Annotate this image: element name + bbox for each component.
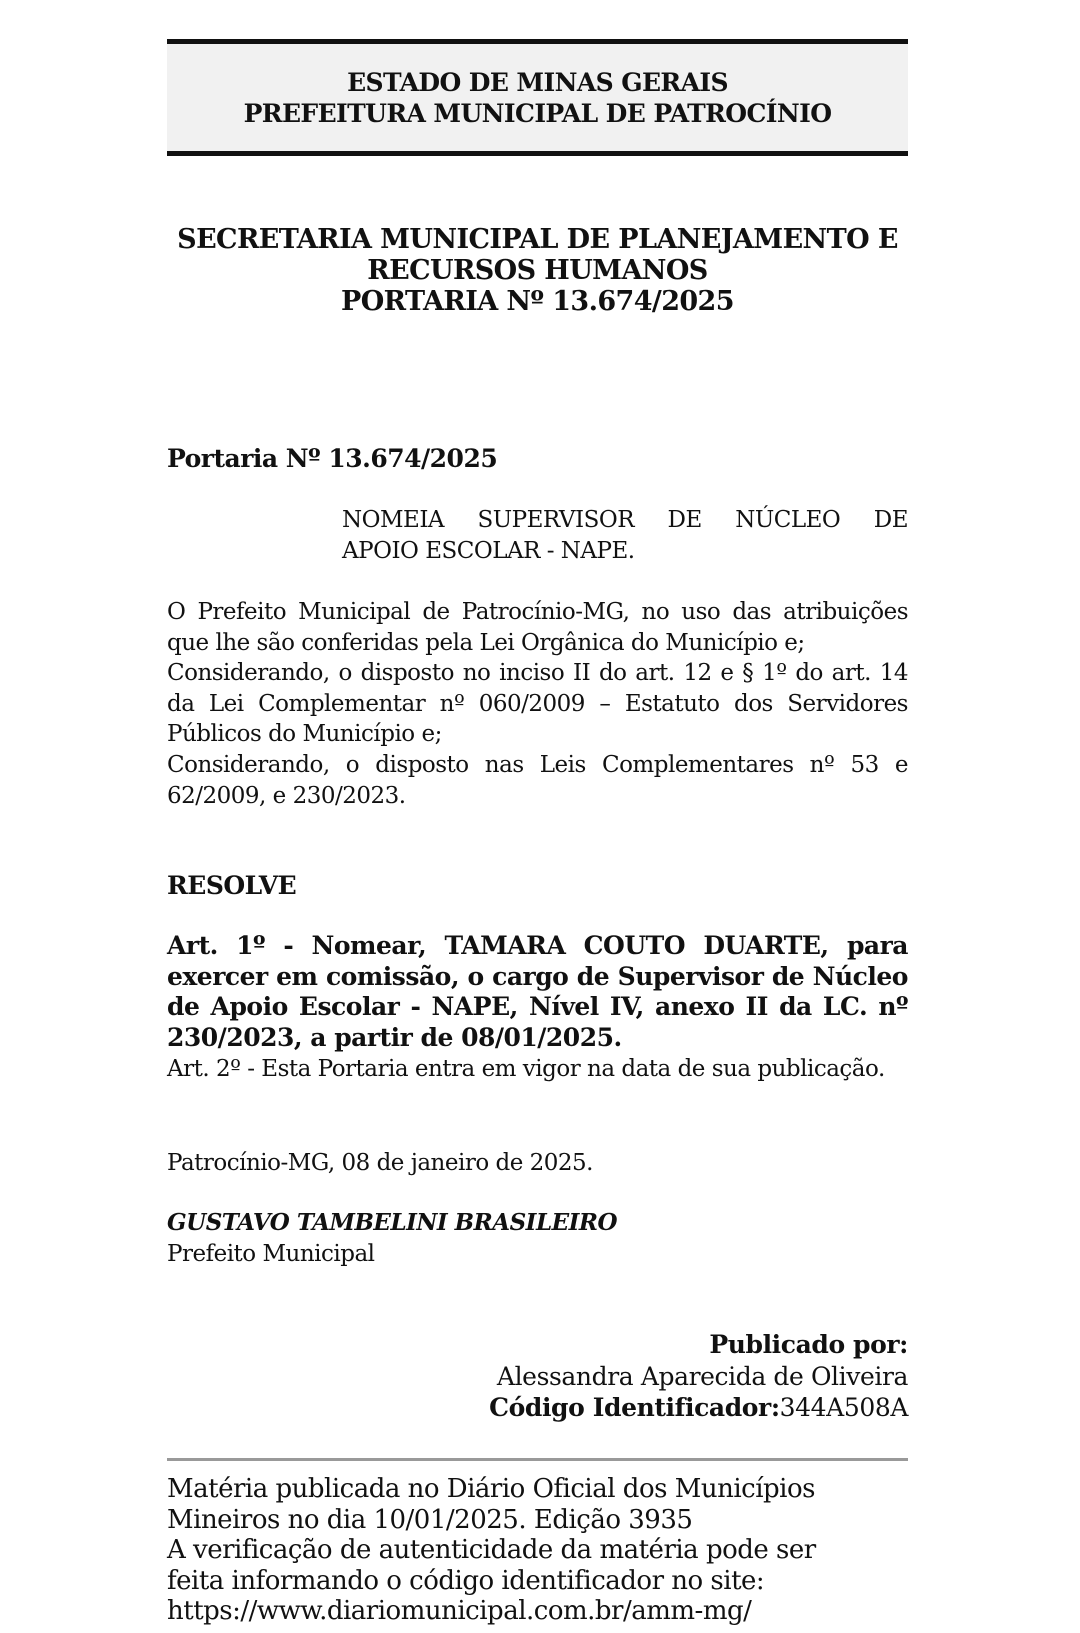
article-2: Art. 2º - Esta Portaria entra em vigor na data de sua publicação. — [167, 1056, 885, 1082]
published-by-label: Publicado por: — [709, 1330, 908, 1359]
secretaria-line-2: RECURSOS HUMANOS — [367, 255, 708, 286]
article-1: Art. 1º - Nomear, TAMARA COUTO DUARTE, para exercer em comissão, o cargo de Supervisor de Núcleo de Apoio Escolar - NAPE, Nível IV, anexo II da LC. nº 230/2023, a partir de 08/01/2025. — [167, 931, 908, 1052]
preamble — [167, 597, 908, 811]
state-name: ESTADO DE MINAS GERAIS — [347, 67, 728, 97]
signatory-name: GUSTAVO TAMBELINI BRASILEIRO — [167, 1209, 618, 1236]
signatory-role: Prefeito Municipal — [167, 1240, 375, 1267]
considerando-paragraph-2: Considerando, o disposto nas Leis Complementares nº 53 e 62/2009, e 230/2023. — [167, 751, 908, 809]
municipality-name: PREFEITURA MUNICIPAL DE PATROCÍNIO — [243, 98, 832, 128]
date-line: Patrocínio-MG, 08 de janeiro de 2025. — [167, 1150, 593, 1176]
publication-footer — [167, 1474, 908, 1627]
secretaria-title — [167, 224, 908, 317]
code-value: 344A508A — [779, 1393, 908, 1422]
signature-block — [167, 1208, 908, 1269]
resolve-heading: RESOLVE — [167, 871, 297, 900]
document-header — [167, 39, 908, 156]
footer-line-1: Matéria publicada no Diário Oficial dos Municípios — [167, 1474, 815, 1504]
footer-line-4: feita informando o código identificador no site: — [167, 1565, 765, 1596]
footer-line-2: Mineiros no dia 10/01/2025. Edição 3935 — [167, 1504, 693, 1535]
ementa-line-2: APOIO ESCOLAR - NAPE. — [342, 538, 635, 564]
portaria-title: Portaria Nº 13.674/2025 — [167, 444, 498, 473]
preamble-paragraph: O Prefeito Municipal de Patrocínio-MG, no uso das atribuições que lhe são conferidas pela Lei Orgânica do Município e; — [167, 599, 908, 656]
publisher-name: Alessandra Aparecida de Oliveira — [496, 1361, 908, 1391]
publication-block — [167, 1329, 908, 1424]
secretaria-line-1: SECRETARIA MUNICIPAL DE PLANEJAMENTO E — [177, 224, 898, 255]
ementa — [342, 505, 908, 567]
portaria-heading: PORTARIA Nº 13.674/2025 — [341, 286, 734, 317]
ementa-line-1: NOMEIA SUPERVISOR DE NÚCLEO DE — [342, 507, 908, 533]
verification-url[interactable]: https://www.diariomunicipal.com.br/amm-mg/ — [167, 1596, 752, 1626]
footer-line-3: A verificação de autenticidade da matéria pode ser — [167, 1535, 816, 1565]
code-label: Código Identificador: — [489, 1393, 780, 1422]
footer-divider — [167, 1458, 908, 1461]
considerando-paragraph-1: Considerando, o disposto no inciso II do art. 12 e § 1º do art. 14 da Lei Complementar nº 060/2009 – Estatuto dos Servidores Públicos do Município e; — [167, 660, 908, 748]
